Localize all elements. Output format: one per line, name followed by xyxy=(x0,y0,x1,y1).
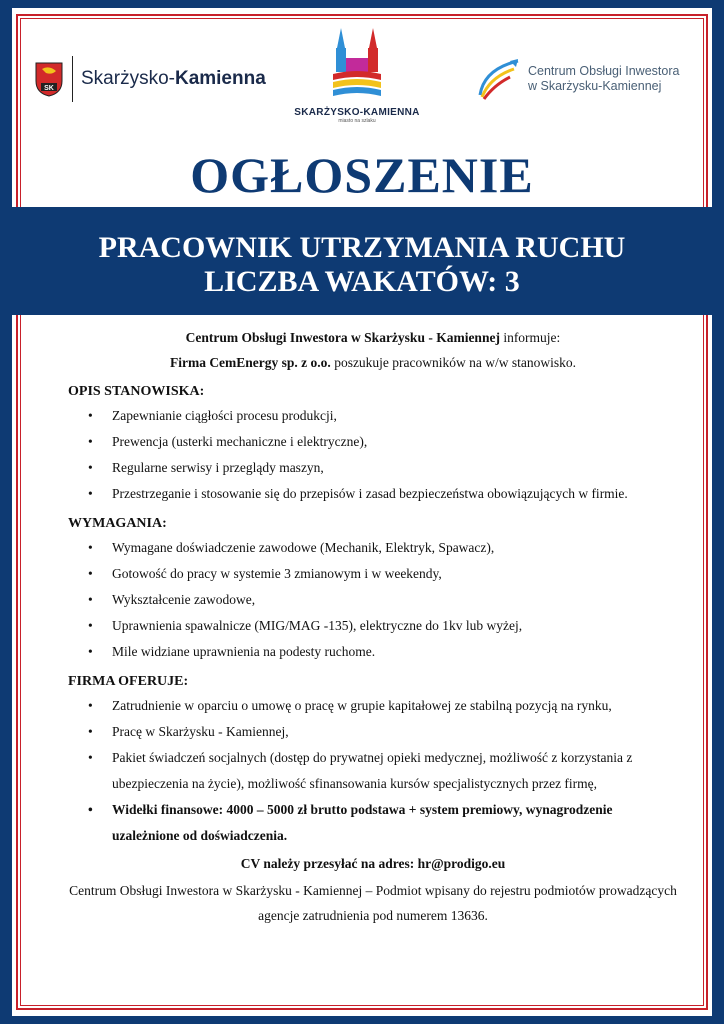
church-towers-icon xyxy=(327,26,387,100)
section-title-opis: OPIS STANOWISKA: xyxy=(68,384,205,399)
coi-logo xyxy=(474,54,679,104)
list-item: • Mile widziane uprawnienia na podesty ruchome. xyxy=(68,639,678,665)
cv-address: CV należy przesyłać na adres: hr@prodigo.eu xyxy=(240,856,506,871)
logo-separator xyxy=(72,56,73,102)
list-opis xyxy=(68,403,678,507)
list-item: • Zapewnianie ciągłości procesu produkcji, xyxy=(68,403,678,429)
list-item: • Zatrudnienie w oparciu o umowę o pracę w grupie kapitałowej ze stabilną pozycją na rynku, xyxy=(68,693,678,719)
svg-text:SK: SK xyxy=(44,85,54,92)
intro xyxy=(68,325,678,375)
list-item: • Wykształcenie zawodowe, xyxy=(68,587,678,613)
list-item: • Gotowość do pracy w systemie 3 zmianowym i w weekendy, xyxy=(68,561,678,587)
list-oferuje xyxy=(68,693,678,849)
investor-center-swoosh-icon xyxy=(474,55,522,103)
coi-logo-text: Centrum Obsługi Inwestora w Skarżysku-Kamiennej xyxy=(528,64,680,93)
intro-line-1: Centrum Obsługi Inwestora w Skarżysku - Kamiennej informuje: xyxy=(185,330,561,345)
list-wymagania xyxy=(68,535,678,665)
city-logo-name: SKARŻYSKO-KAMIENNA xyxy=(294,107,420,118)
list-item: • Przestrzeganie i stosowanie się do przepisów i zasad bezpieczeństwa obowiązujących w firmie. xyxy=(68,481,678,507)
vacancy-count: LICZBA WAKATÓW: 3 xyxy=(204,265,520,298)
section-title-oferuje: FIRMA OFERUJE: xyxy=(68,674,189,689)
skarzysko-logo xyxy=(34,54,266,104)
job-banner xyxy=(0,207,724,315)
job-title: PRACOWNIK UTRZYMANIA RUCHU xyxy=(98,231,626,264)
list-item: • Wymagane doświadczenie zawodowe (Mechanik, Elektryk, Spawacz), xyxy=(68,535,678,561)
logo-bar xyxy=(30,26,694,126)
intro-line-2: Firma CemEnergy sp. z o.o. poszukuje pracowników na w/w stanowisko. xyxy=(169,355,577,370)
list-item: • Uprawnienia spawalnicze (MIG/MAG -135), elektryczne do 1kv lub wyżej, xyxy=(68,613,678,639)
city-coat-of-arms-icon xyxy=(34,61,64,97)
list-item: • Pracę w Skarżysku - Kamiennej, xyxy=(68,719,678,745)
logo-text: Skarżysko-Kamienna xyxy=(81,68,266,89)
announcement-body xyxy=(68,325,678,928)
registry-note: Centrum Obsługi Inwestora w Skarżysku - Kamiennej – Podmiot wpisany do rejestru podmiotów prowadzących agencje zatrudnienia pod numerem 13636. xyxy=(69,883,677,923)
list-item: • Prewencja (usterki mechaniczne i elektryczne), xyxy=(68,429,678,455)
list-item: • Regularne serwisy i przeglądy maszyn, xyxy=(68,455,678,481)
list-item: • Pakiet świadczeń socjalnych (dostęp do prywatnej opieki medycznej, możliwość z korzystania z ubezpieczenia na życie), możliwość sfinansowania kursów specjalistycznych przez firmę, xyxy=(68,745,678,797)
city-logo xyxy=(292,26,422,126)
page-title: OGŁOSZENIE xyxy=(190,147,534,203)
section-title-wymagania: WYMAGANIA: xyxy=(68,516,167,531)
city-logo-tagline: miasto na szlaku xyxy=(338,118,376,124)
salary-range-item: • Widełki finansowe: 4000 – 5000 zł brutto podstawa + system premiowy, wynagrodzenie uzależnione od doświadczenia. xyxy=(68,797,678,849)
